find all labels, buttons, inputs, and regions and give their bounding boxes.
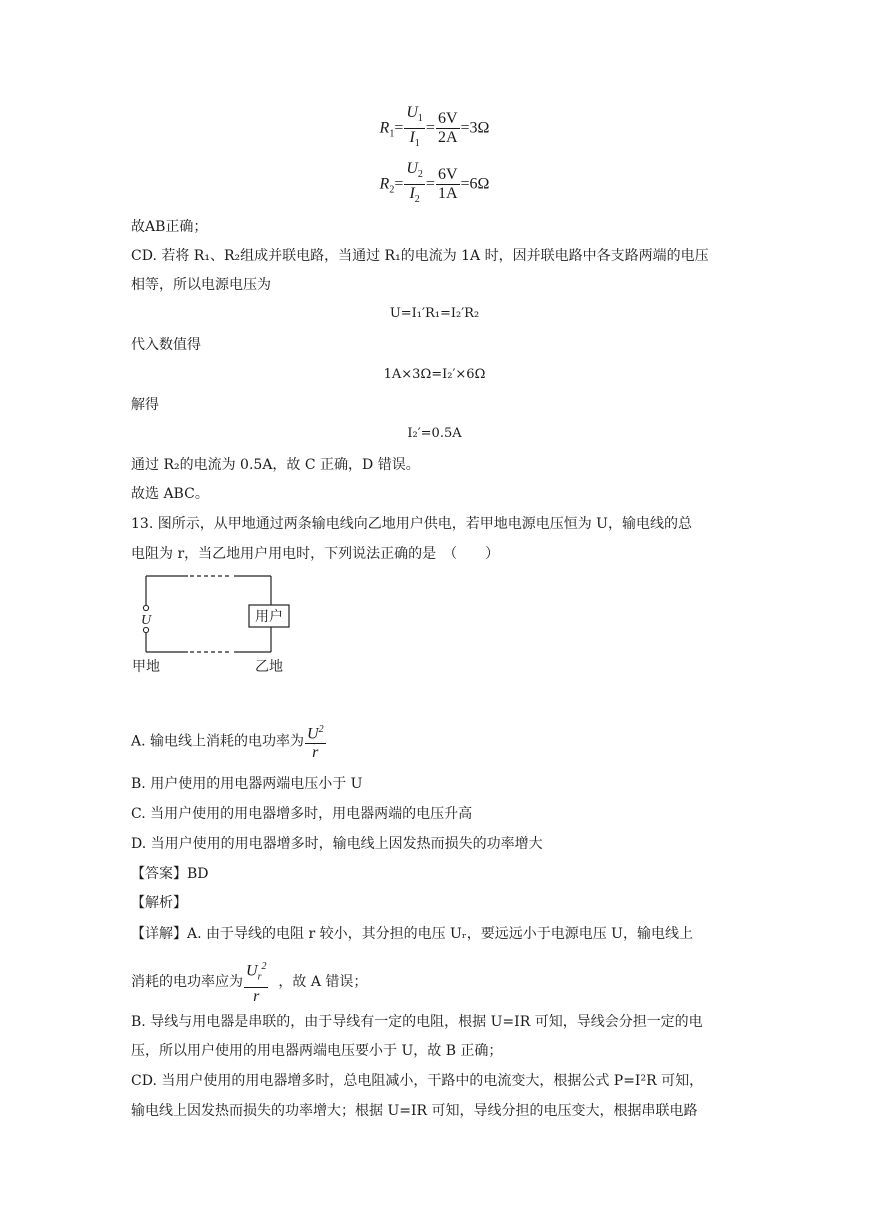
eq-r2-u: U: [406, 160, 418, 177]
eq-r1-result: =3Ω: [460, 119, 490, 137]
choose-abc-line: 故选 ABC。: [131, 486, 209, 502]
option-d: D. 当用户使用的用电器增多时，输电线上因发热而损失的功率增大: [131, 836, 543, 852]
cd-line-1: CD. 若将 R₁、R₂组成并联电路，当通过 R₁的电流为 1A 时，因并联电路中各支路两端的电压: [131, 248, 709, 264]
eq-r2-result: =6Ω: [460, 175, 490, 193]
eq-r2-lhs-sub: 2: [389, 184, 395, 196]
right-location-label: 乙地: [255, 659, 283, 675]
circuit-diagram: [128, 572, 300, 678]
detail-cd-line-2: 输电线上因发热而损失的功率增大；根据 U=IR 可知，导线分担的电压变大，根据串联电路: [131, 1103, 698, 1119]
option-b: B. 用户使用的用电器两端电压小于 U: [131, 776, 363, 792]
answer-line: [131, 865, 209, 883]
detail-frac-num-sub: r: [257, 971, 262, 983]
detail-frac-sup: 2: [261, 961, 267, 972]
eq-r1-u-sub: 1: [417, 113, 423, 125]
eq-r2-frac-values: [436, 166, 460, 203]
eq-r1-lhs-sub: 1: [389, 128, 395, 140]
eq-r2-i: I: [409, 185, 415, 203]
user-label: 用户: [255, 609, 283, 625]
detail-b-line-1: B. 导线与用电器是串联的，由于导线有一定的电阻，根据 U=IR 可知，导线会分担一定的电: [131, 1014, 703, 1030]
eq-r1-u: U: [406, 104, 418, 121]
question-13-line-1: 13. 图所示，从甲地通过两条输电线向乙地用户供电，若甲地电源电压恒为 U，输电线的总: [131, 516, 692, 532]
detail-a-text-1: A. 由于导线的电阻 r 较小，其分担的电压 Uᵣ，要远远小于电源电压 U，输电线上: [187, 926, 693, 942]
option-a-frac-den: r: [305, 743, 326, 762]
equation-u: U=I₁′R₁=I₂′R₂: [389, 306, 480, 321]
eq-r2-i-sub: 2: [414, 194, 420, 206]
option-c: C. 当用户使用的用电器增多时，用电器两端的电压升高: [131, 806, 473, 822]
detail-frac-num: U: [246, 962, 258, 980]
equation-substitution: 1A×3Ω=I₂′×6Ω: [383, 367, 486, 382]
eq-r2-num: 6V: [437, 166, 458, 184]
option-a-fraction: [305, 721, 326, 762]
eq-r2-den: 1A: [437, 185, 458, 203]
u-label: U: [140, 613, 152, 628]
option-a: [131, 721, 327, 762]
cd-line-2: 相等，所以电源电压为: [131, 277, 271, 293]
option-a-frac-sup: 2: [318, 724, 324, 735]
detail-a-text-end: ，故 A 错误；: [278, 973, 368, 990]
detail-a-line-1: [131, 925, 693, 943]
option-a-text: A. 输电线上消耗的电功率为: [131, 733, 305, 750]
detail-a-line-2: [131, 958, 367, 1006]
answer-value: BD: [187, 866, 209, 882]
terminal-top: [143, 605, 148, 610]
line-ab-correct: 故AB正确；: [131, 219, 208, 235]
detail-frac-den: r: [244, 987, 268, 1006]
eq-r1-den: 2A: [437, 129, 458, 147]
r2-current-line: 通过 R₂的电流为 0.5A，故 C 正确，D 错误。: [131, 457, 420, 473]
eq-r1-num: 6V: [437, 110, 458, 128]
left-location-label: 甲地: [132, 659, 160, 675]
equation-r2: $R_2=$ $\frac{U_2}{I_2}$ = $\frac{6V}{1A}$ =6Ω: [0, 160, 869, 209]
eq-r2-u-sub: 2: [417, 169, 423, 181]
detail-cd-line-1: CD. 当用户使用的用电器增多时，总电阻减小，干路中的电流变大，根据公式 P=I²R 可知，: [131, 1073, 704, 1089]
equation-r1: $R_1=$ $\frac{U_1}{I_1}$ = $\frac{6V}{2A}$ =3Ω: [0, 104, 869, 153]
question-13-line-2: 电阻为 r，当乙地用户用电时，下列说法正确的是 （ ）: [131, 546, 500, 562]
eq-r2-lhs: R: [379, 175, 390, 193]
eq-r1-i-sub: 1: [414, 138, 420, 150]
solve-line: 解得: [131, 397, 159, 413]
eq-r1-lhs: R: [379, 119, 390, 137]
detail-a-fraction: [244, 958, 268, 1006]
eq-r2-frac-ui: [404, 160, 425, 209]
eq-r1-frac-values: [436, 110, 460, 147]
eq-r1-frac-ui: [404, 104, 425, 153]
analysis-tag: 【解析】: [131, 895, 187, 911]
answer-tag: 【答案】: [131, 866, 187, 882]
option-a-frac-num: U: [307, 725, 319, 743]
terminal-bottom: [143, 627, 148, 632]
detail-a-text-2: 消耗的电功率应为: [131, 973, 243, 990]
detail-tag: 【详解】: [131, 926, 187, 942]
equation-i2: I₂′=0.5A: [407, 426, 462, 441]
substitute-line: 代入数值得: [131, 337, 201, 353]
detail-b-line-2: 压，所以用户使用的用电器两端电压要小于 U，故 B 正确；: [131, 1043, 503, 1059]
eq-r1-i: I: [409, 129, 415, 147]
